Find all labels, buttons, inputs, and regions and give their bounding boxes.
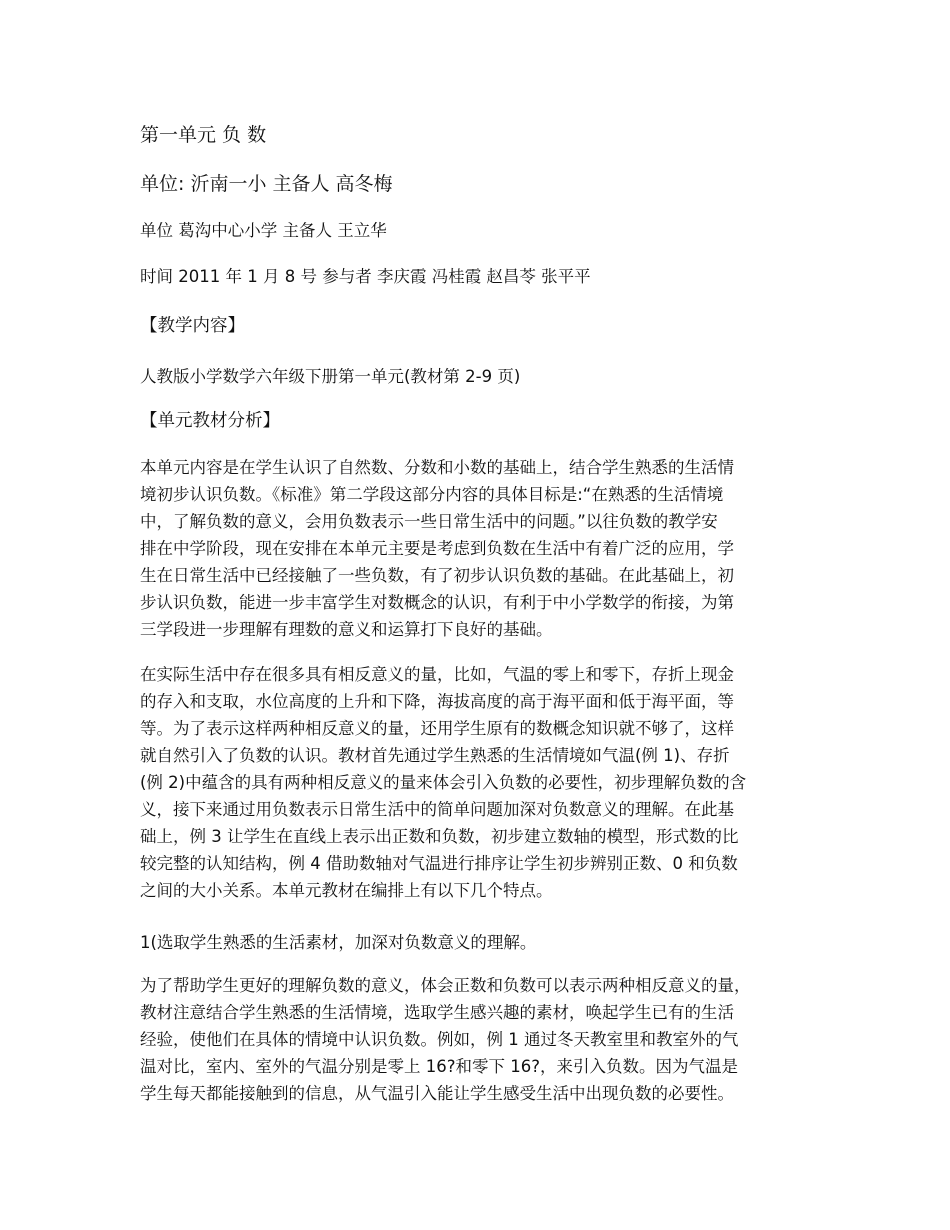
paragraph-line: 三学段进一步理解有理数的意义和运算打下良好的基础。	[140, 620, 553, 639]
unit-line-secondary: 单位 葛沟中心小学 主备人 王立华	[140, 221, 387, 240]
paragraph-line: (例 2)中蕴含的具有两种相反意义的量来体会引入负数的必要性，初步理解负数的含	[140, 773, 747, 792]
paragraph-line: 较完整的认知结构，例 4 借助数轴对气温进行排序让学生初步辨别正数、0 和负数	[140, 854, 738, 873]
analysis-paragraph-2	[140, 661, 812, 904]
paragraph-line: 中，了解负数的意义，会用负数表示一些日常生活中的问题。”以往负数的教学安	[140, 512, 718, 531]
analysis-paragraph-3	[140, 972, 812, 1107]
time-participants-line: 时间 2011 年 1 月 8 号 参与者 李庆霞 冯桂霞 赵昌苓 张平平	[140, 267, 591, 286]
paragraph-line: 学生每天都能接触到的信息，从气温引入能让学生感受生活中出现负数的必要性。	[140, 1084, 734, 1103]
unit-line-primary: 单位: 沂南一小 主备人 高冬梅	[140, 173, 393, 195]
paragraph-line: 排在中学阶段，现在安排在本单元主要是考虑到负数在生活中有着广泛的应用，学	[140, 539, 734, 558]
paragraph-line: 就自然引入了负数的认识。教材首先通过学生熟悉的生活情境如气温(例 1)、存折	[140, 746, 730, 765]
paragraph-line: 之间的大小关系。本单元教材在编排上有以下几个特点。	[140, 881, 553, 900]
section-heading-unit-analysis: 【单元教材分析】	[140, 411, 280, 431]
analysis-paragraph-1	[140, 454, 812, 643]
paragraph-line: 等。为了表示这样两种相反意义的量，还用学生原有的数概念知识就不够了，这样	[140, 719, 734, 738]
paragraph-line: 础上，例 3 让学生在直线上表示出正数和负数，初步建立数轴的模型，形式数的比	[140, 827, 739, 846]
paragraph-line: 的存入和支取，水位高度的上升和下降，海拔高度的高于海平面和低于海平面，等	[140, 692, 734, 711]
paragraph-line: 经验，使他们在具体的情境中认识负数。例如，例 1 通过冬天教室里和教室外的气	[140, 1030, 739, 1049]
page-title: 第一单元 负 数	[140, 124, 267, 146]
paragraph-line: 为了帮助学生更好的理解负数的意义，体会正数和负数可以表示两种相反意义的量，	[140, 976, 751, 995]
paragraph-line: 步认识负数，能进一步丰富学生对数概念的认识，有利于中小学数学的衔接，为第	[140, 593, 734, 612]
paragraph-line: 生在日常生活中已经接触了一些负数，有了初步认识负数的基础。在此基础上，初	[140, 566, 734, 585]
feature-point-1: 1(选取学生熟悉的生活素材，加深对负数意义的理解。	[140, 933, 537, 952]
paragraph-line: 义，接下来通过用负数表示日常生活中的简单问题加深对负数意义的理解。在此基	[140, 800, 734, 819]
teaching-content-text: 人教版小学数学六年级下册第一单元(教材第 2-9 页)	[140, 367, 521, 386]
paragraph-line: 本单元内容是在学生认识了自然数、分数和小数的基础上，结合学生熟悉的生活情	[140, 458, 734, 477]
paragraph-line: 温对比，室内、室外的气温分别是零上 16?和零下 16?，来引入负数。因为气温是	[140, 1057, 738, 1076]
paragraph-line: 教材注意结合学生熟悉的生活情境，选取学生感兴趣的素材，唤起学生已有的生活	[140, 1003, 734, 1022]
section-heading-teaching-content: 【教学内容】	[140, 316, 245, 336]
paragraph-line: 境初步认识负数。《标准》第二学段这部分内容的具体目标是:“在熟悉的生活情境	[140, 485, 724, 504]
paragraph-line: 在实际生活中存在很多具有相反意义的量，比如，气温的零上和零下，存折上现金	[140, 665, 734, 684]
